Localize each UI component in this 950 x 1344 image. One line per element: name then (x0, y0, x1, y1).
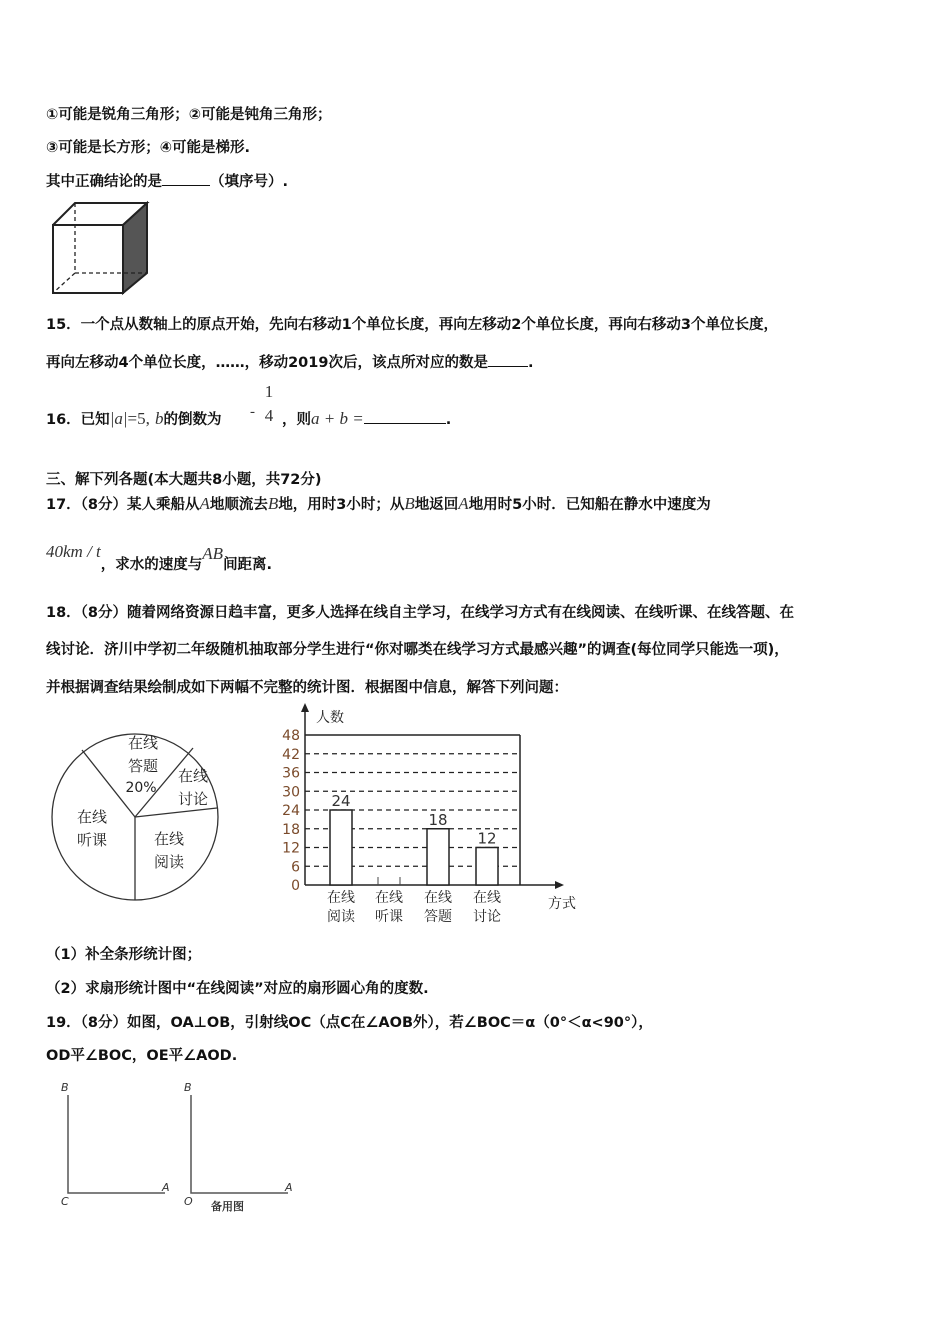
q17-A: A (458, 494, 469, 513)
pie-label: 听课 (76, 831, 108, 849)
fraction-denominator: 4 (264, 406, 274, 425)
q14-hint: （填序号）. (210, 174, 289, 190)
pie-label: 20% (125, 780, 157, 796)
q17-text: 地返回 (414, 497, 459, 513)
point-label: A (285, 1181, 293, 1194)
bar-value-label: 24 (331, 792, 351, 810)
x-tick-label: 在线 (473, 890, 501, 906)
pie-label: 阅读 (153, 853, 185, 871)
pie-label: 答题 (127, 757, 159, 775)
q19-line1: 19．（8分）如图，OA⊥OB，引射线OC（点C在∠AOB外），若∠BOC＝α（0°＜α<90°）， (46, 1015, 653, 1031)
pie-label: 在线 (153, 830, 185, 848)
q16-expr: a + b = (311, 409, 364, 428)
q18-sub2: （2）求扇形统计图中“在线阅读”对应的扇形圆心角的度数. (46, 981, 429, 997)
q17-text: 地顺流去 (209, 497, 268, 513)
bar-value-label: 18 (428, 810, 448, 829)
x-tick-label: 在线 (375, 890, 403, 906)
q15-end: . (527, 355, 534, 371)
bar-value-label: 12 (477, 829, 497, 848)
pie-label: 在线 (177, 767, 209, 785)
y-tick-label: 12 (282, 840, 300, 857)
q17-B: B (404, 494, 415, 513)
q17-speed: 40km / t (46, 542, 101, 561)
y-tick-label: 18 (282, 821, 300, 838)
y-tick-label: 0 (291, 878, 300, 894)
y-tick-label: 24 (282, 803, 300, 819)
x-axis-label: 方式 (548, 896, 576, 912)
y-tick-label: 36 (282, 765, 300, 782)
x-tick-label: 听课 (375, 909, 403, 925)
y-axis-label: 人数 (316, 710, 344, 726)
q18-sub1: （1）补全条形统计图； (46, 947, 202, 963)
pie-label: 在线 (76, 808, 108, 826)
q18-line2: 线讨论．济川中学初二年级随机抽取部分学生进行“你对哪类在线学习方式最感兴趣”的调查(每位同学只能选一项)， (46, 642, 789, 658)
q16-then: ，则 (282, 412, 311, 428)
q19-line2: OD平∠BOC，OE平∠AOD. (46, 1048, 238, 1064)
y-tick-label: 42 (282, 746, 300, 763)
q16-abs: |a| (109, 409, 128, 428)
point-label: C (61, 1195, 69, 1208)
q15-text: 再向左移动4个单位长度，……，移动2019次后，该点所对应的数是 (46, 355, 488, 371)
q16-minus: - (250, 404, 255, 420)
point-label: A (162, 1181, 170, 1194)
angle-figure-1 (68, 1095, 165, 1193)
q16-eq: =5, (127, 409, 150, 428)
q17-text: 地，用时3小时；从 (278, 497, 405, 513)
q17-A: A (199, 494, 210, 513)
q17-text: 地用时5小时．已知船在静水中速度为 (468, 497, 711, 513)
point-label: O (184, 1195, 193, 1208)
angle-figure-2 (191, 1095, 288, 1193)
point-label: B (61, 1081, 69, 1094)
x-tick-label: 答题 (424, 909, 452, 925)
q17-text: ，求水的速度与 (100, 557, 203, 573)
q17-B: B (267, 494, 279, 513)
x-tick-label: 在线 (327, 890, 355, 906)
fraction-numerator: 1 (264, 382, 274, 401)
q17-AB: AB (202, 544, 224, 563)
q16-b: b (154, 409, 164, 428)
pie-label: 讨论 (177, 790, 209, 808)
x-tick-label: 阅读 (327, 909, 355, 925)
x-tick-label: 讨论 (473, 909, 501, 925)
q15-line1: 15．一个点从数轴上的原点开始，先向右移动1个单位长度，再向左移动2个单位长度，再向右移动3个单位长度， (46, 317, 778, 333)
section3-heading: 三、解下列各题(本大题共8小题，共72分) (46, 472, 322, 488)
x-tick-label: 在线 (424, 890, 452, 906)
q14-options-line1: ①可能是锐角三角形；②可能是钝角三角形； (46, 107, 332, 123)
q16-end: . (445, 412, 452, 428)
q14-prompt: 其中正确结论的是 (46, 174, 162, 190)
y-tick-label: 48 (282, 728, 300, 744)
figure-caption: 备用图 (211, 1200, 244, 1213)
point-label: B (184, 1081, 192, 1094)
y-tick-label: 30 (282, 784, 300, 801)
q18-line3: 并根据调查结果绘制成如下两幅不完整的统计图．根据图中信息，解答下列问题： (46, 680, 568, 696)
q14-options-line2: ③可能是长方形；④可能是梯形. (46, 140, 251, 156)
q17-text: 17．（8分）某人乘船从 (46, 497, 200, 513)
y-tick-label: 6 (291, 859, 300, 876)
q18-line1: 18．（8分）随着网络资源日趋丰富，更多人选择在线自主学习，在线学习方式有在线阅读、在线听课、在线答题、在 (46, 605, 795, 621)
pie-label: 在线 (127, 734, 159, 752)
q17-text: 间距离. (223, 557, 273, 573)
q16-mid: 的倒数为 (163, 412, 222, 428)
q16-prefix: 16．已知 (46, 412, 110, 428)
